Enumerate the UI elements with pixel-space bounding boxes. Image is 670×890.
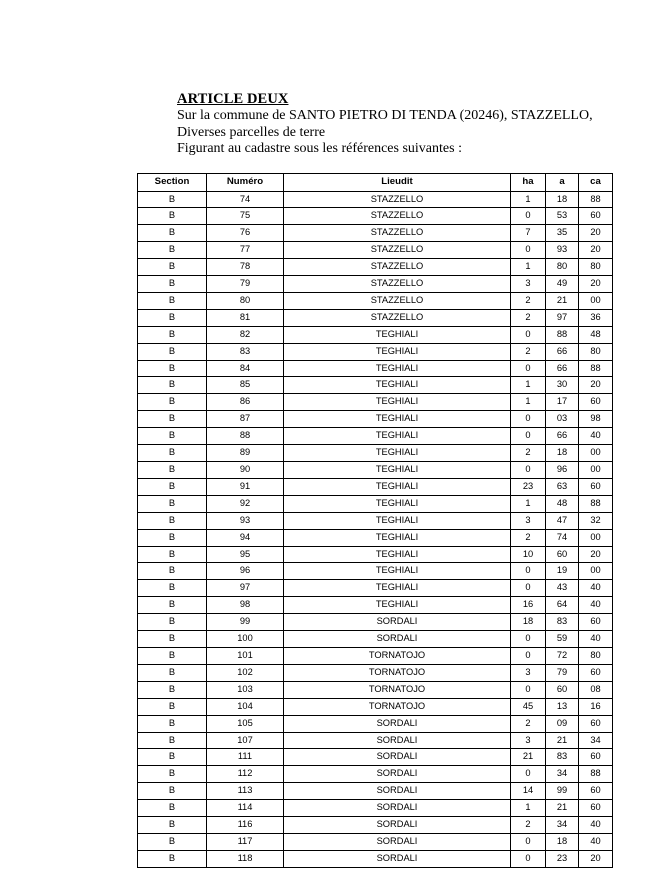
cell-ca: 60 xyxy=(579,208,613,225)
cell-section: B xyxy=(138,225,207,242)
table-row xyxy=(138,478,613,495)
table-row xyxy=(138,495,613,512)
cell-ha: 1 xyxy=(511,191,546,208)
cell-lieudit: TEGHIALI xyxy=(284,495,511,512)
cell-numero: 81 xyxy=(207,309,284,326)
cell-ca: 60 xyxy=(579,749,613,766)
cell-a: 21 xyxy=(546,800,579,817)
table-row xyxy=(138,749,613,766)
cell-ha: 3 xyxy=(511,664,546,681)
cell-ha: 0 xyxy=(511,462,546,479)
cell-lieudit: TORNATOJO xyxy=(284,698,511,715)
cell-lieudit: SORDALI xyxy=(284,783,511,800)
cell-ha: 0 xyxy=(511,360,546,377)
cell-section: B xyxy=(138,749,207,766)
table-body xyxy=(138,191,613,867)
cell-numero: 85 xyxy=(207,377,284,394)
table-row xyxy=(138,529,613,546)
table-row xyxy=(138,800,613,817)
cell-numero: 87 xyxy=(207,411,284,428)
table-row xyxy=(138,647,613,664)
cell-lieudit: STAZZELLO xyxy=(284,309,511,326)
cell-section: B xyxy=(138,681,207,698)
cell-lieudit: TEGHIALI xyxy=(284,377,511,394)
column-header-ha: ha xyxy=(511,174,546,192)
cell-numero: 93 xyxy=(207,512,284,529)
cell-a: 66 xyxy=(546,343,579,360)
cell-lieudit: SORDALI xyxy=(284,850,511,867)
cell-numero: 75 xyxy=(207,208,284,225)
cell-a: 47 xyxy=(546,512,579,529)
cell-ca: 40 xyxy=(579,817,613,834)
cell-lieudit: TEGHIALI xyxy=(284,580,511,597)
table-row xyxy=(138,580,613,597)
heading-line-cadastre: Figurant au cadastre sous les références suivantes : xyxy=(177,141,462,156)
cell-numero: 80 xyxy=(207,292,284,309)
cell-ca: 20 xyxy=(579,276,613,293)
cell-lieudit: STAZZELLO xyxy=(284,208,511,225)
table-row xyxy=(138,292,613,309)
cell-numero: 117 xyxy=(207,833,284,850)
table-row xyxy=(138,394,613,411)
cell-a: 83 xyxy=(546,749,579,766)
cell-section: B xyxy=(138,833,207,850)
heading-line-parcelles: Diverses parcelles de terre xyxy=(177,124,326,140)
cell-lieudit: SORDALI xyxy=(284,800,511,817)
cell-lieudit: SORDALI xyxy=(284,766,511,783)
cell-a: 19 xyxy=(546,563,579,580)
cell-section: B xyxy=(138,360,207,377)
cell-section: B xyxy=(138,715,207,732)
cell-lieudit: TEGHIALI xyxy=(284,360,511,377)
cell-numero: 88 xyxy=(207,428,284,445)
cell-numero: 91 xyxy=(207,478,284,495)
cell-section: B xyxy=(138,631,207,648)
cell-numero: 105 xyxy=(207,715,284,732)
cell-lieudit: STAZZELLO xyxy=(284,191,511,208)
cell-section: B xyxy=(138,614,207,631)
cell-ca: 36 xyxy=(579,309,613,326)
cell-ca: 80 xyxy=(579,343,613,360)
cell-lieudit: STAZZELLO xyxy=(284,292,511,309)
cell-lieudit: STAZZELLO xyxy=(284,225,511,242)
cell-lieudit: TEGHIALI xyxy=(284,326,511,343)
cell-lieudit: TEGHIALI xyxy=(284,597,511,614)
table-row xyxy=(138,411,613,428)
table-row xyxy=(138,343,613,360)
cell-ca: 40 xyxy=(579,631,613,648)
cell-numero: 99 xyxy=(207,614,284,631)
table-row xyxy=(138,850,613,867)
cell-numero: 107 xyxy=(207,732,284,749)
cell-ca: 20 xyxy=(579,242,613,259)
cell-ha: 3 xyxy=(511,276,546,293)
cell-section: B xyxy=(138,580,207,597)
cell-lieudit: TEGHIALI xyxy=(284,428,511,445)
cadastre-table xyxy=(137,173,613,868)
cell-ha: 0 xyxy=(511,326,546,343)
cell-ca: 20 xyxy=(579,377,613,394)
cell-ha: 10 xyxy=(511,546,546,563)
cell-a: 59 xyxy=(546,631,579,648)
cell-section: B xyxy=(138,495,207,512)
cell-a: 99 xyxy=(546,783,579,800)
cell-section: B xyxy=(138,394,207,411)
table-row xyxy=(138,309,613,326)
cell-ha: 45 xyxy=(511,698,546,715)
cell-ha: 0 xyxy=(511,208,546,225)
column-header-ca: ca xyxy=(579,174,613,192)
cell-ca: 48 xyxy=(579,326,613,343)
cell-a: 18 xyxy=(546,445,579,462)
cell-ca: 20 xyxy=(579,546,613,563)
cell-section: B xyxy=(138,343,207,360)
cell-section: B xyxy=(138,546,207,563)
cell-ha: 21 xyxy=(511,749,546,766)
cell-a: 21 xyxy=(546,292,579,309)
cell-ca: 60 xyxy=(579,664,613,681)
cell-section: B xyxy=(138,377,207,394)
cell-section: B xyxy=(138,309,207,326)
cell-numero: 82 xyxy=(207,326,284,343)
cell-lieudit: TEGHIALI xyxy=(284,462,511,479)
cell-section: B xyxy=(138,563,207,580)
cell-a: 17 xyxy=(546,394,579,411)
cell-section: B xyxy=(138,242,207,259)
table-header xyxy=(138,174,613,192)
cell-section: B xyxy=(138,276,207,293)
cell-section: B xyxy=(138,478,207,495)
table-row xyxy=(138,546,613,563)
cell-ca: 60 xyxy=(579,800,613,817)
cell-ha: 1 xyxy=(511,800,546,817)
cell-numero: 118 xyxy=(207,850,284,867)
cell-numero: 98 xyxy=(207,597,284,614)
cell-ha: 23 xyxy=(511,478,546,495)
cell-ha: 0 xyxy=(511,580,546,597)
cell-ha: 0 xyxy=(511,242,546,259)
cell-section: B xyxy=(138,850,207,867)
cell-numero: 112 xyxy=(207,766,284,783)
cell-ha: 0 xyxy=(511,428,546,445)
table-row xyxy=(138,377,613,394)
cell-lieudit: SORDALI xyxy=(284,614,511,631)
cell-a: 23 xyxy=(546,850,579,867)
cell-lieudit: SORDALI xyxy=(284,749,511,766)
cell-section: B xyxy=(138,259,207,276)
cell-ca: 00 xyxy=(579,292,613,309)
cell-lieudit: TEGHIALI xyxy=(284,563,511,580)
cell-ha: 2 xyxy=(511,309,546,326)
cell-numero: 95 xyxy=(207,546,284,563)
cell-ca: 16 xyxy=(579,698,613,715)
cell-section: B xyxy=(138,462,207,479)
table-row xyxy=(138,563,613,580)
cell-ca: 40 xyxy=(579,580,613,597)
cell-numero: 90 xyxy=(207,462,284,479)
cell-numero: 74 xyxy=(207,191,284,208)
cell-a: 66 xyxy=(546,428,579,445)
cell-section: B xyxy=(138,191,207,208)
cell-section: B xyxy=(138,800,207,817)
cell-lieudit: TEGHIALI xyxy=(284,394,511,411)
heading-line-commune: Sur la commune de SANTO PIETRO DI TENDA (20246), STAZZELLO, xyxy=(177,108,593,123)
cell-ha: 14 xyxy=(511,783,546,800)
cell-ha: 0 xyxy=(511,766,546,783)
cell-numero: 96 xyxy=(207,563,284,580)
cell-section: B xyxy=(138,445,207,462)
cell-numero: 116 xyxy=(207,817,284,834)
cell-ca: 00 xyxy=(579,462,613,479)
cell-ca: 80 xyxy=(579,647,613,664)
cell-numero: 103 xyxy=(207,681,284,698)
cell-lieudit: TORNATOJO xyxy=(284,647,511,664)
cell-section: B xyxy=(138,512,207,529)
cell-ca: 40 xyxy=(579,428,613,445)
table-row xyxy=(138,766,613,783)
table-row xyxy=(138,428,613,445)
cell-lieudit: TEGHIALI xyxy=(284,343,511,360)
cell-section: B xyxy=(138,529,207,546)
cell-ca: 00 xyxy=(579,445,613,462)
table-row xyxy=(138,664,613,681)
cell-numero: 89 xyxy=(207,445,284,462)
cell-a: 13 xyxy=(546,698,579,715)
article-title-wrap xyxy=(177,90,617,108)
cell-lieudit: STAZZELLO xyxy=(284,242,511,259)
cell-ca: 60 xyxy=(579,783,613,800)
cell-numero: 104 xyxy=(207,698,284,715)
table-row xyxy=(138,783,613,800)
cell-a: 88 xyxy=(546,326,579,343)
cadastre-table-container xyxy=(137,173,612,868)
cell-ha: 0 xyxy=(511,850,546,867)
cell-a: 63 xyxy=(546,478,579,495)
cell-a: 83 xyxy=(546,614,579,631)
cell-ca: 34 xyxy=(579,732,613,749)
cell-ha: 3 xyxy=(511,732,546,749)
cell-ha: 0 xyxy=(511,647,546,664)
cell-a: 35 xyxy=(546,225,579,242)
cell-ha: 18 xyxy=(511,614,546,631)
cell-ca: 40 xyxy=(579,833,613,850)
cell-ha: 7 xyxy=(511,225,546,242)
cell-a: 43 xyxy=(546,580,579,597)
cell-ca: 00 xyxy=(579,563,613,580)
cell-ha: 1 xyxy=(511,394,546,411)
cell-a: 34 xyxy=(546,766,579,783)
cell-lieudit: STAZZELLO xyxy=(284,276,511,293)
cell-lieudit: TEGHIALI xyxy=(284,445,511,462)
cell-ha: 1 xyxy=(511,259,546,276)
cell-a: 74 xyxy=(546,529,579,546)
cell-lieudit: TEGHIALI xyxy=(284,512,511,529)
table-row xyxy=(138,681,613,698)
cell-a: 80 xyxy=(546,259,579,276)
cell-section: B xyxy=(138,732,207,749)
cell-a: 93 xyxy=(546,242,579,259)
cell-lieudit: SORDALI xyxy=(284,833,511,850)
cell-a: 53 xyxy=(546,208,579,225)
column-header-numero: Numéro xyxy=(207,174,284,192)
cell-ha: 0 xyxy=(511,833,546,850)
cell-ha: 1 xyxy=(511,377,546,394)
table-row xyxy=(138,445,613,462)
cell-ha: 0 xyxy=(511,681,546,698)
table-row xyxy=(138,597,613,614)
cell-lieudit: TEGHIALI xyxy=(284,478,511,495)
cell-section: B xyxy=(138,817,207,834)
cell-a: 60 xyxy=(546,681,579,698)
cell-section: B xyxy=(138,698,207,715)
table-row xyxy=(138,259,613,276)
cell-section: B xyxy=(138,647,207,664)
column-header-section: Section xyxy=(138,174,207,192)
cell-numero: 111 xyxy=(207,749,284,766)
cell-section: B xyxy=(138,292,207,309)
cell-a: 96 xyxy=(546,462,579,479)
cell-a: 66 xyxy=(546,360,579,377)
cell-lieudit: TEGHIALI xyxy=(284,546,511,563)
cell-numero: 76 xyxy=(207,225,284,242)
cell-numero: 86 xyxy=(207,394,284,411)
table-row xyxy=(138,326,613,343)
table-row xyxy=(138,276,613,293)
cell-ha: 2 xyxy=(511,445,546,462)
cell-section: B xyxy=(138,597,207,614)
cell-a: 09 xyxy=(546,715,579,732)
table-row xyxy=(138,614,613,631)
table-header-row xyxy=(138,174,613,192)
cell-ca: 88 xyxy=(579,360,613,377)
cell-lieudit: SORDALI xyxy=(284,715,511,732)
cell-numero: 97 xyxy=(207,580,284,597)
table-row xyxy=(138,817,613,834)
cell-a: 18 xyxy=(546,833,579,850)
cell-ha: 2 xyxy=(511,817,546,834)
cell-numero: 101 xyxy=(207,647,284,664)
cell-ca: 20 xyxy=(579,225,613,242)
document-heading xyxy=(177,90,617,158)
cell-section: B xyxy=(138,326,207,343)
table-row xyxy=(138,833,613,850)
cell-numero: 94 xyxy=(207,529,284,546)
cell-ca: 88 xyxy=(579,495,613,512)
cell-ha: 0 xyxy=(511,631,546,648)
table-row xyxy=(138,631,613,648)
cell-ca: 20 xyxy=(579,850,613,867)
cell-section: B xyxy=(138,766,207,783)
cell-section: B xyxy=(138,783,207,800)
cell-a: 49 xyxy=(546,276,579,293)
cell-numero: 77 xyxy=(207,242,284,259)
cell-section: B xyxy=(138,411,207,428)
table-row xyxy=(138,698,613,715)
page-title: ARTICLE DEUX xyxy=(177,91,289,107)
cell-a: 60 xyxy=(546,546,579,563)
cell-ca: 40 xyxy=(579,597,613,614)
cell-ha: 2 xyxy=(511,292,546,309)
cell-a: 18 xyxy=(546,191,579,208)
cell-ca: 88 xyxy=(579,191,613,208)
table-row xyxy=(138,732,613,749)
cell-lieudit: STAZZELLO xyxy=(284,259,511,276)
cell-a: 03 xyxy=(546,411,579,428)
cell-ha: 2 xyxy=(511,715,546,732)
cell-ca: 80 xyxy=(579,259,613,276)
cell-ha: 16 xyxy=(511,597,546,614)
cell-ca: 98 xyxy=(579,411,613,428)
table-row xyxy=(138,208,613,225)
cell-a: 64 xyxy=(546,597,579,614)
cell-ha: 2 xyxy=(511,529,546,546)
cell-ca: 32 xyxy=(579,512,613,529)
table-row xyxy=(138,242,613,259)
cell-ca: 00 xyxy=(579,529,613,546)
table-row xyxy=(138,715,613,732)
cell-lieudit: TORNATOJO xyxy=(284,681,511,698)
cell-numero: 113 xyxy=(207,783,284,800)
table-row xyxy=(138,191,613,208)
cell-ca: 60 xyxy=(579,715,613,732)
cell-ca: 60 xyxy=(579,478,613,495)
cell-numero: 92 xyxy=(207,495,284,512)
cell-lieudit: TEGHIALI xyxy=(284,411,511,428)
cell-numero: 83 xyxy=(207,343,284,360)
cell-section: B xyxy=(138,428,207,445)
cell-numero: 79 xyxy=(207,276,284,293)
cell-numero: 78 xyxy=(207,259,284,276)
cell-a: 72 xyxy=(546,647,579,664)
cell-numero: 114 xyxy=(207,800,284,817)
cell-ca: 08 xyxy=(579,681,613,698)
column-header-a: a xyxy=(546,174,579,192)
cell-section: B xyxy=(138,208,207,225)
cell-ha: 0 xyxy=(511,411,546,428)
cell-a: 34 xyxy=(546,817,579,834)
cell-ca: 88 xyxy=(579,766,613,783)
table-row xyxy=(138,225,613,242)
cell-section: B xyxy=(138,664,207,681)
cell-lieudit: SORDALI xyxy=(284,817,511,834)
cell-lieudit: TEGHIALI xyxy=(284,529,511,546)
cell-numero: 100 xyxy=(207,631,284,648)
cell-ca: 60 xyxy=(579,614,613,631)
cell-a: 30 xyxy=(546,377,579,394)
table-row xyxy=(138,360,613,377)
cell-ca: 60 xyxy=(579,394,613,411)
cell-lieudit: TORNATOJO xyxy=(284,664,511,681)
cell-ha: 1 xyxy=(511,495,546,512)
cell-ha: 0 xyxy=(511,563,546,580)
cell-lieudit: SORDALI xyxy=(284,631,511,648)
cell-a: 21 xyxy=(546,732,579,749)
cell-numero: 102 xyxy=(207,664,284,681)
cell-lieudit: SORDALI xyxy=(284,732,511,749)
cell-a: 48 xyxy=(546,495,579,512)
table-row xyxy=(138,512,613,529)
cell-a: 97 xyxy=(546,309,579,326)
cell-numero: 84 xyxy=(207,360,284,377)
cell-a: 79 xyxy=(546,664,579,681)
cell-ha: 3 xyxy=(511,512,546,529)
table-row xyxy=(138,462,613,479)
cell-ha: 2 xyxy=(511,343,546,360)
column-header-lieudit: Lieudit xyxy=(284,174,511,192)
